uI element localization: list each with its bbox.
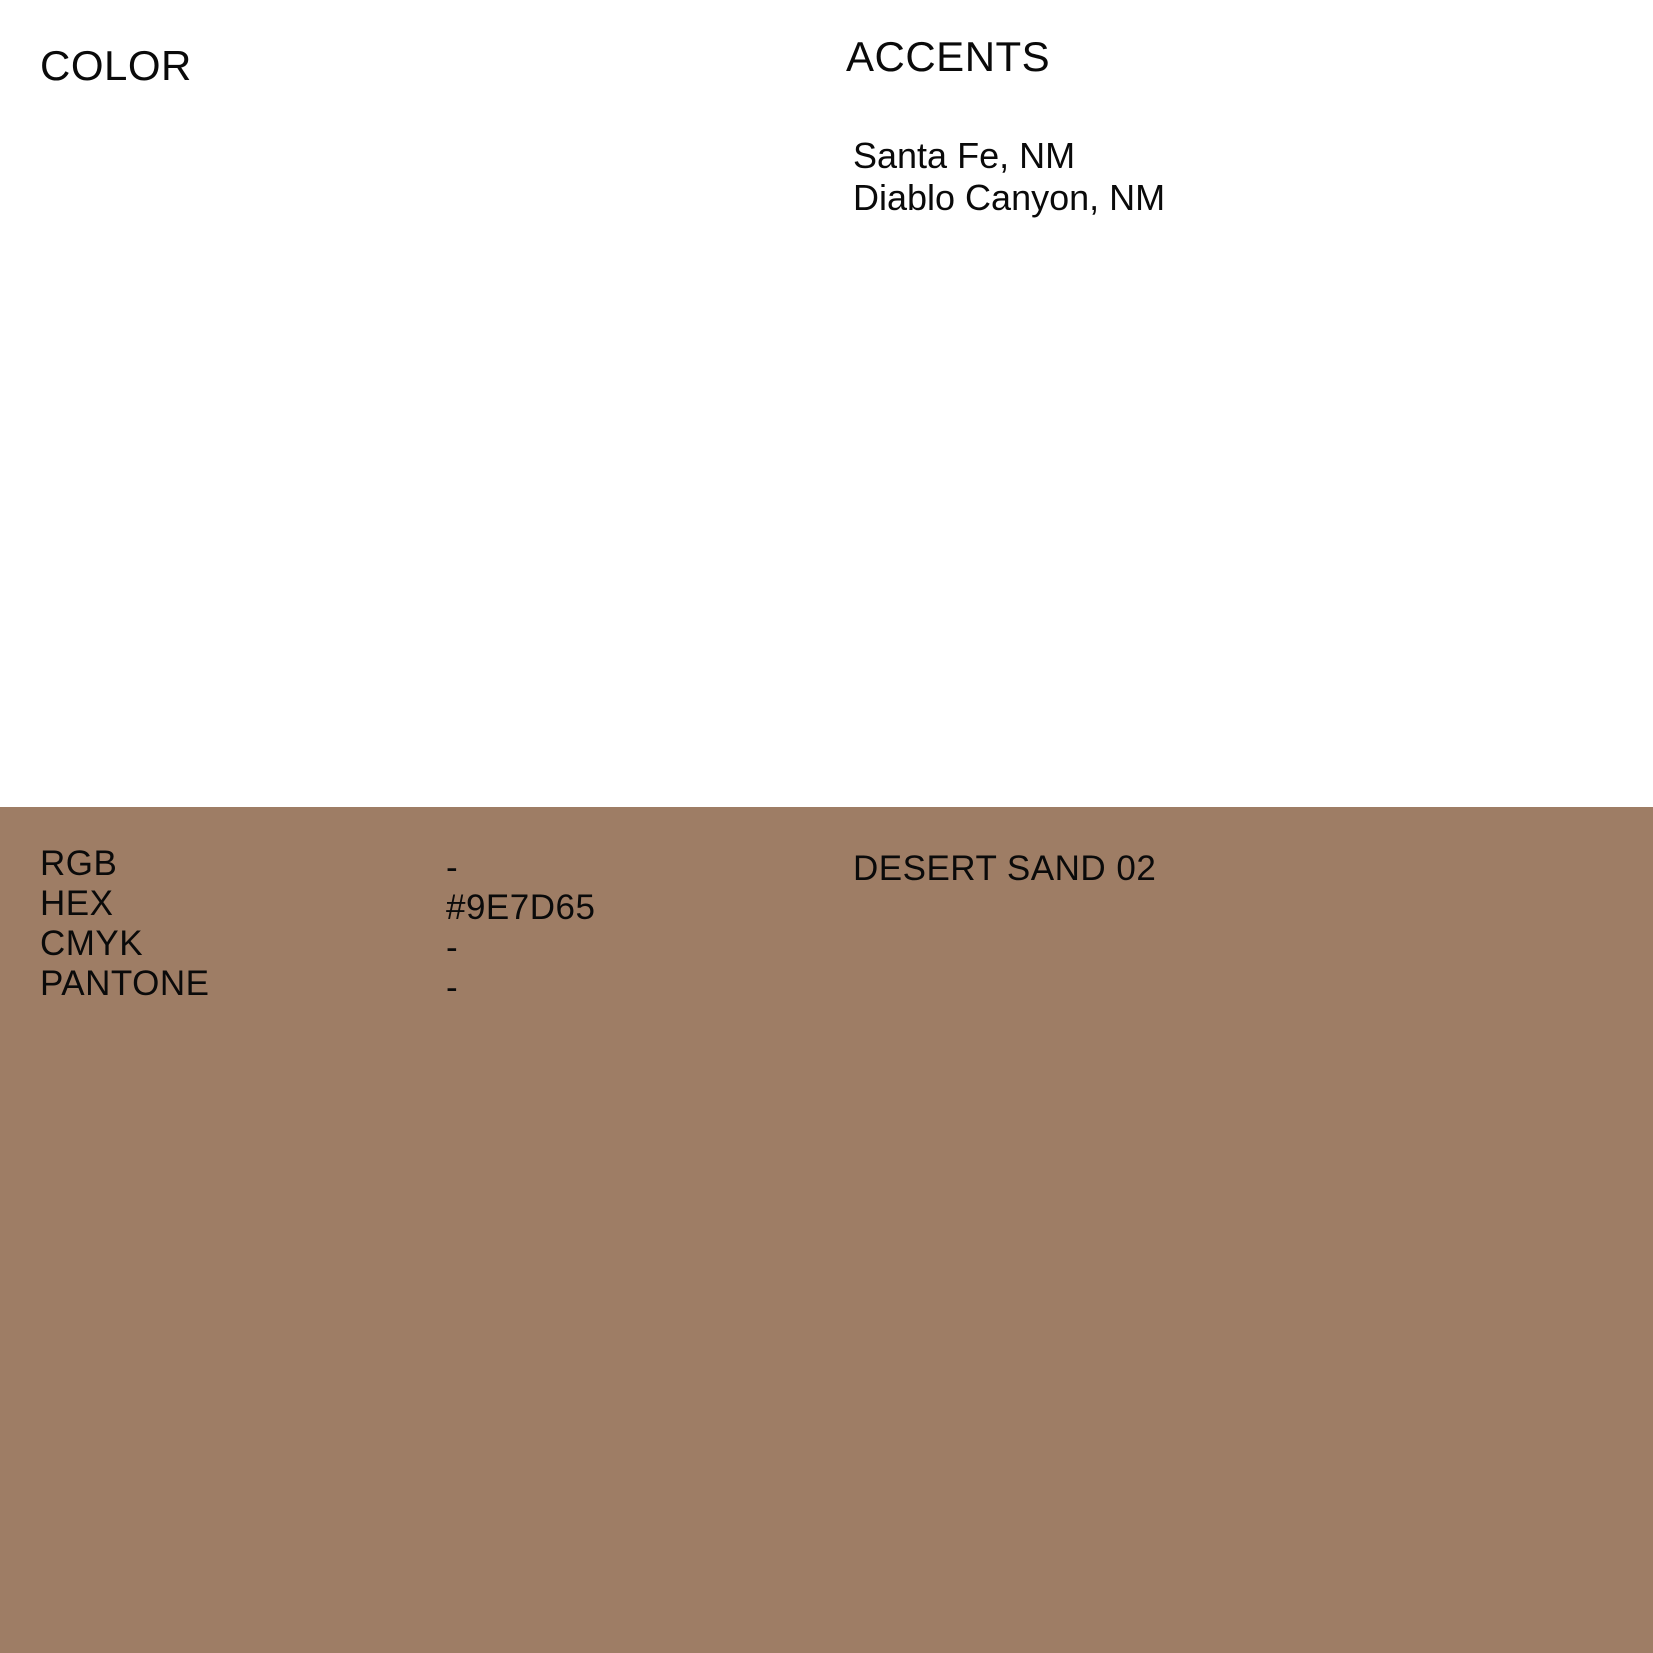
accents-heading: ACCENTS <box>846 33 1051 80</box>
spec-label-rgb: RGB <box>40 844 118 883</box>
spec-values <box>446 844 595 1008</box>
location-item: Santa Fe, NM <box>853 135 1076 176</box>
location-item: Diablo Canyon, NM <box>853 177 1166 218</box>
spec-labels <box>40 844 209 1004</box>
spec-value-cmyk: - <box>446 928 459 967</box>
spec-label-cmyk: CMYK <box>40 924 144 963</box>
spec-value-rgb: - <box>446 848 459 887</box>
spec-value-pantone: - <box>446 968 459 1007</box>
accent-locations <box>853 135 1165 219</box>
spec-label-pantone: PANTONE <box>40 964 210 1003</box>
spec-value-hex: #9E7D65 <box>446 888 596 927</box>
color-heading: COLOR <box>40 42 192 89</box>
spec-label-hex: HEX <box>40 884 114 923</box>
top-panel <box>0 0 1653 807</box>
color-swatch <box>0 807 1653 1653</box>
swatch-name: DESERT SAND 02 <box>853 849 1157 888</box>
